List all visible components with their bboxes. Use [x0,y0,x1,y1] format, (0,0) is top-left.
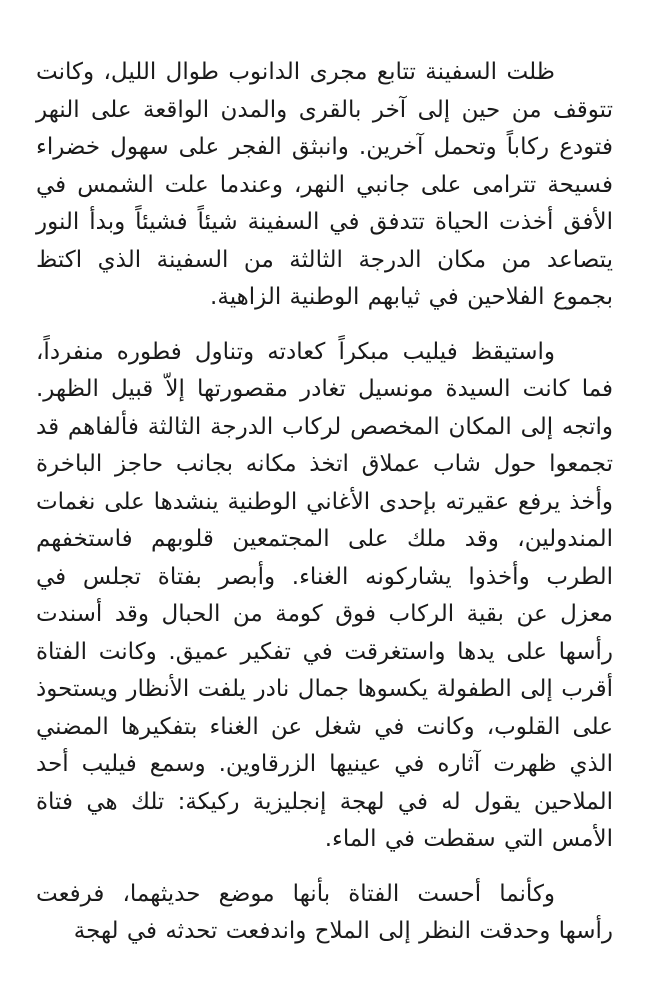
paragraph-1: ظلت السفينة تتابع مجرى الدانوب طوال الليل، وكانت تتوقف من حين إلى آخر بالقرى والمدن الواقعة على النهر فتودع ركاباً وتحمل آخرين. وانبثق الفجر على سهول خضراء فسيحة تترامى على جانبي النهر، وعندما علت الشمس في الأفق أخذت الحياة تتدفق في السفينة شيئاً فشيئاً وبدأ النور يتصاعد من مكان الدرجة الثالثة من السفينة الذي اكتظ بجموع الفلاحين في ثيابهم الوطنية الزاهية. [36,59,613,310]
paragraph-3: وكأنما أحست الفتاة بأنها موضع حديثهما، فرفعت رأسها وحدقت النظر إلى الملاح واندفعت تحدثه في لهجة [36,880,613,944]
paragraph-2: واستيقظ فيليب مبكراً كعادته وتناول فطوره منفرداً، فما كانت السيدة مونسيل تغادر مقصورتها إلاّ قبيل الظهر. واتجه إلى المكان المخصص لركاب الدرجة الثالثة فألفاهم قد تجمعوا حول شاب عملاق اتخذ مكانه بجانب حاجز الباخرة وأخذ يرفع عقيرته بإحدى الأغاني الوطنية ينشدها على نغمات المندولين، وقد ملك على المجتمعين قلوبهم فاستخفهم الطرب وأخذوا يشاركونه الغناء. وأبصر بفتاة تجلس في معزل عن بقية الركاب فوق كومة من الحبال وقد أسندت رأسها على يدها واستغرقت في تفكير عميق. وكانت الفتاة أقرب إلى الطفولة يكسوها جمال نادر يلفت الأنظار ويستحوذ على القلوب، وكانت في شغل عن الغناء بتفكيرها المضني الذي ظهرت آثاره في عينيها الزرقاوين. وسمع فيليب أحد الملاحين يقول له في لهجة إنجليزية ركيكة: تلك هي فتاة الأمس التي سقطت في الماء. [36,338,613,852]
